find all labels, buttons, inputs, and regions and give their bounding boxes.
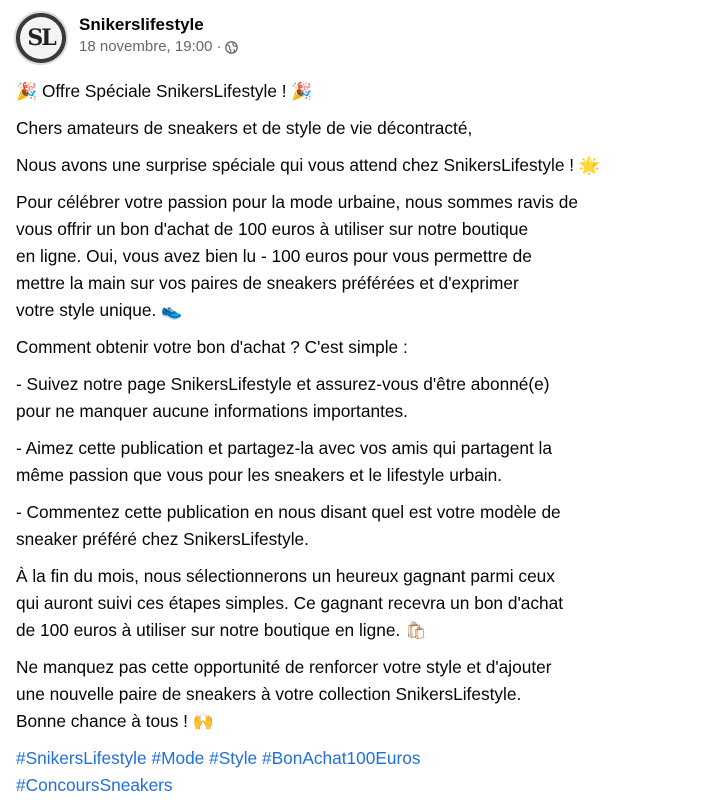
hashtag-link[interactable]: #Mode xyxy=(151,748,205,768)
text-line: - Commentez cette publication en nous disant quel est votre modèle de xyxy=(16,502,561,522)
text-line: - Aimez cette publication et partagez-la avec vos amis qui partagent la xyxy=(16,438,553,458)
paragraph-surprise xyxy=(16,152,688,179)
text-line: vous offrir un bon d'achat de 100 euros à utiliser sur notre boutique xyxy=(16,219,529,239)
text-line: sneaker préféré chez SnikersLifestyle. xyxy=(16,529,309,549)
text-line: mettre la main sur vos paires de sneakers préférées et d'exprimer xyxy=(16,273,519,293)
post-header-text xyxy=(79,14,238,58)
paragraph-step-3 xyxy=(16,499,688,553)
hashtag-link[interactable]: #ConcoursSneakers xyxy=(16,775,173,795)
page-name-link[interactable]: Snikerslifestyle xyxy=(79,15,204,34)
paragraph-closing xyxy=(16,654,688,735)
text-line: de 100 euros à utiliser sur notre boutique en ligne. xyxy=(16,620,401,640)
text-line: Bonne chance à tous ! xyxy=(16,711,188,731)
shopping-bag-icon: 🛍 xyxy=(405,621,427,640)
post-body xyxy=(16,78,688,799)
paragraph-how-to: Comment obtenir votre bon d'achat ? C'est simple : xyxy=(16,337,408,357)
text-line: - Suivez notre page SnikersLifestyle et assurez-vous d'être abonné(e) xyxy=(16,374,550,394)
paragraph-winner xyxy=(16,563,688,644)
hashtag-link[interactable]: #SnikersLifestyle xyxy=(16,748,147,768)
post-header xyxy=(14,11,238,65)
paragraph-greeting: Chers amateurs de sneakers et de style de vie décontracté, xyxy=(16,118,473,138)
paragraph-step-1 xyxy=(16,371,688,425)
post-title-line xyxy=(16,78,688,105)
globe-icon[interactable] xyxy=(225,41,238,54)
raised-hands-icon: 🙌 xyxy=(192,712,214,731)
party-popper-icon: 🎉 xyxy=(16,82,38,101)
avatar-logo: SL xyxy=(20,17,62,59)
paragraph-step-2 xyxy=(16,435,688,489)
sneaker-icon: 👟 xyxy=(161,301,183,320)
glowing-star-icon: 🌟 xyxy=(578,156,601,175)
paragraph-celebrate xyxy=(16,189,688,324)
text-line: une nouvelle paire de sneakers à votre collection SnikersLifestyle. xyxy=(16,684,522,704)
post-timestamp[interactable]: 18 novembre, 19:00 xyxy=(79,38,213,55)
text-line: pour ne manquer aucune informations importantes. xyxy=(16,401,408,421)
post-meta xyxy=(79,36,238,58)
text-line: À la fin du mois, nous sélectionnerons un heureux gagnant parmi ceux xyxy=(16,566,555,586)
text-line: en ligne. Oui, vous avez bien lu - 100 euros pour vous permettre de xyxy=(16,246,532,266)
party-popper-icon: 🎉 xyxy=(291,82,313,101)
text-line: Pour célébrer votre passion pour la mode urbaine, nous sommes ravis de xyxy=(16,192,578,212)
text-line: votre style unique. xyxy=(16,300,157,320)
text-line: qui auront suivi ces étapes simples. Ce gagnant recevra un bon d'achat xyxy=(16,593,564,613)
hashtag-link[interactable]: #Style xyxy=(209,748,258,768)
text-line: Ne manquez pas cette opportunité de renforcer votre style et d'ajouter xyxy=(16,657,552,677)
text-line: même passion que vous pour les sneakers et le lifestyle urbain. xyxy=(16,465,503,485)
surprise-text: Nous avons une surprise spéciale qui vous attend chez SnikersLifestyle ! xyxy=(16,155,575,175)
hashtag-list xyxy=(16,745,688,799)
meta-separator: · xyxy=(216,38,222,55)
post-title: Offre Spéciale SnikersLifestyle ! xyxy=(41,81,287,101)
hashtag-link[interactable]: #BonAchat100Euros xyxy=(261,748,421,768)
avatar[interactable] xyxy=(14,11,68,65)
